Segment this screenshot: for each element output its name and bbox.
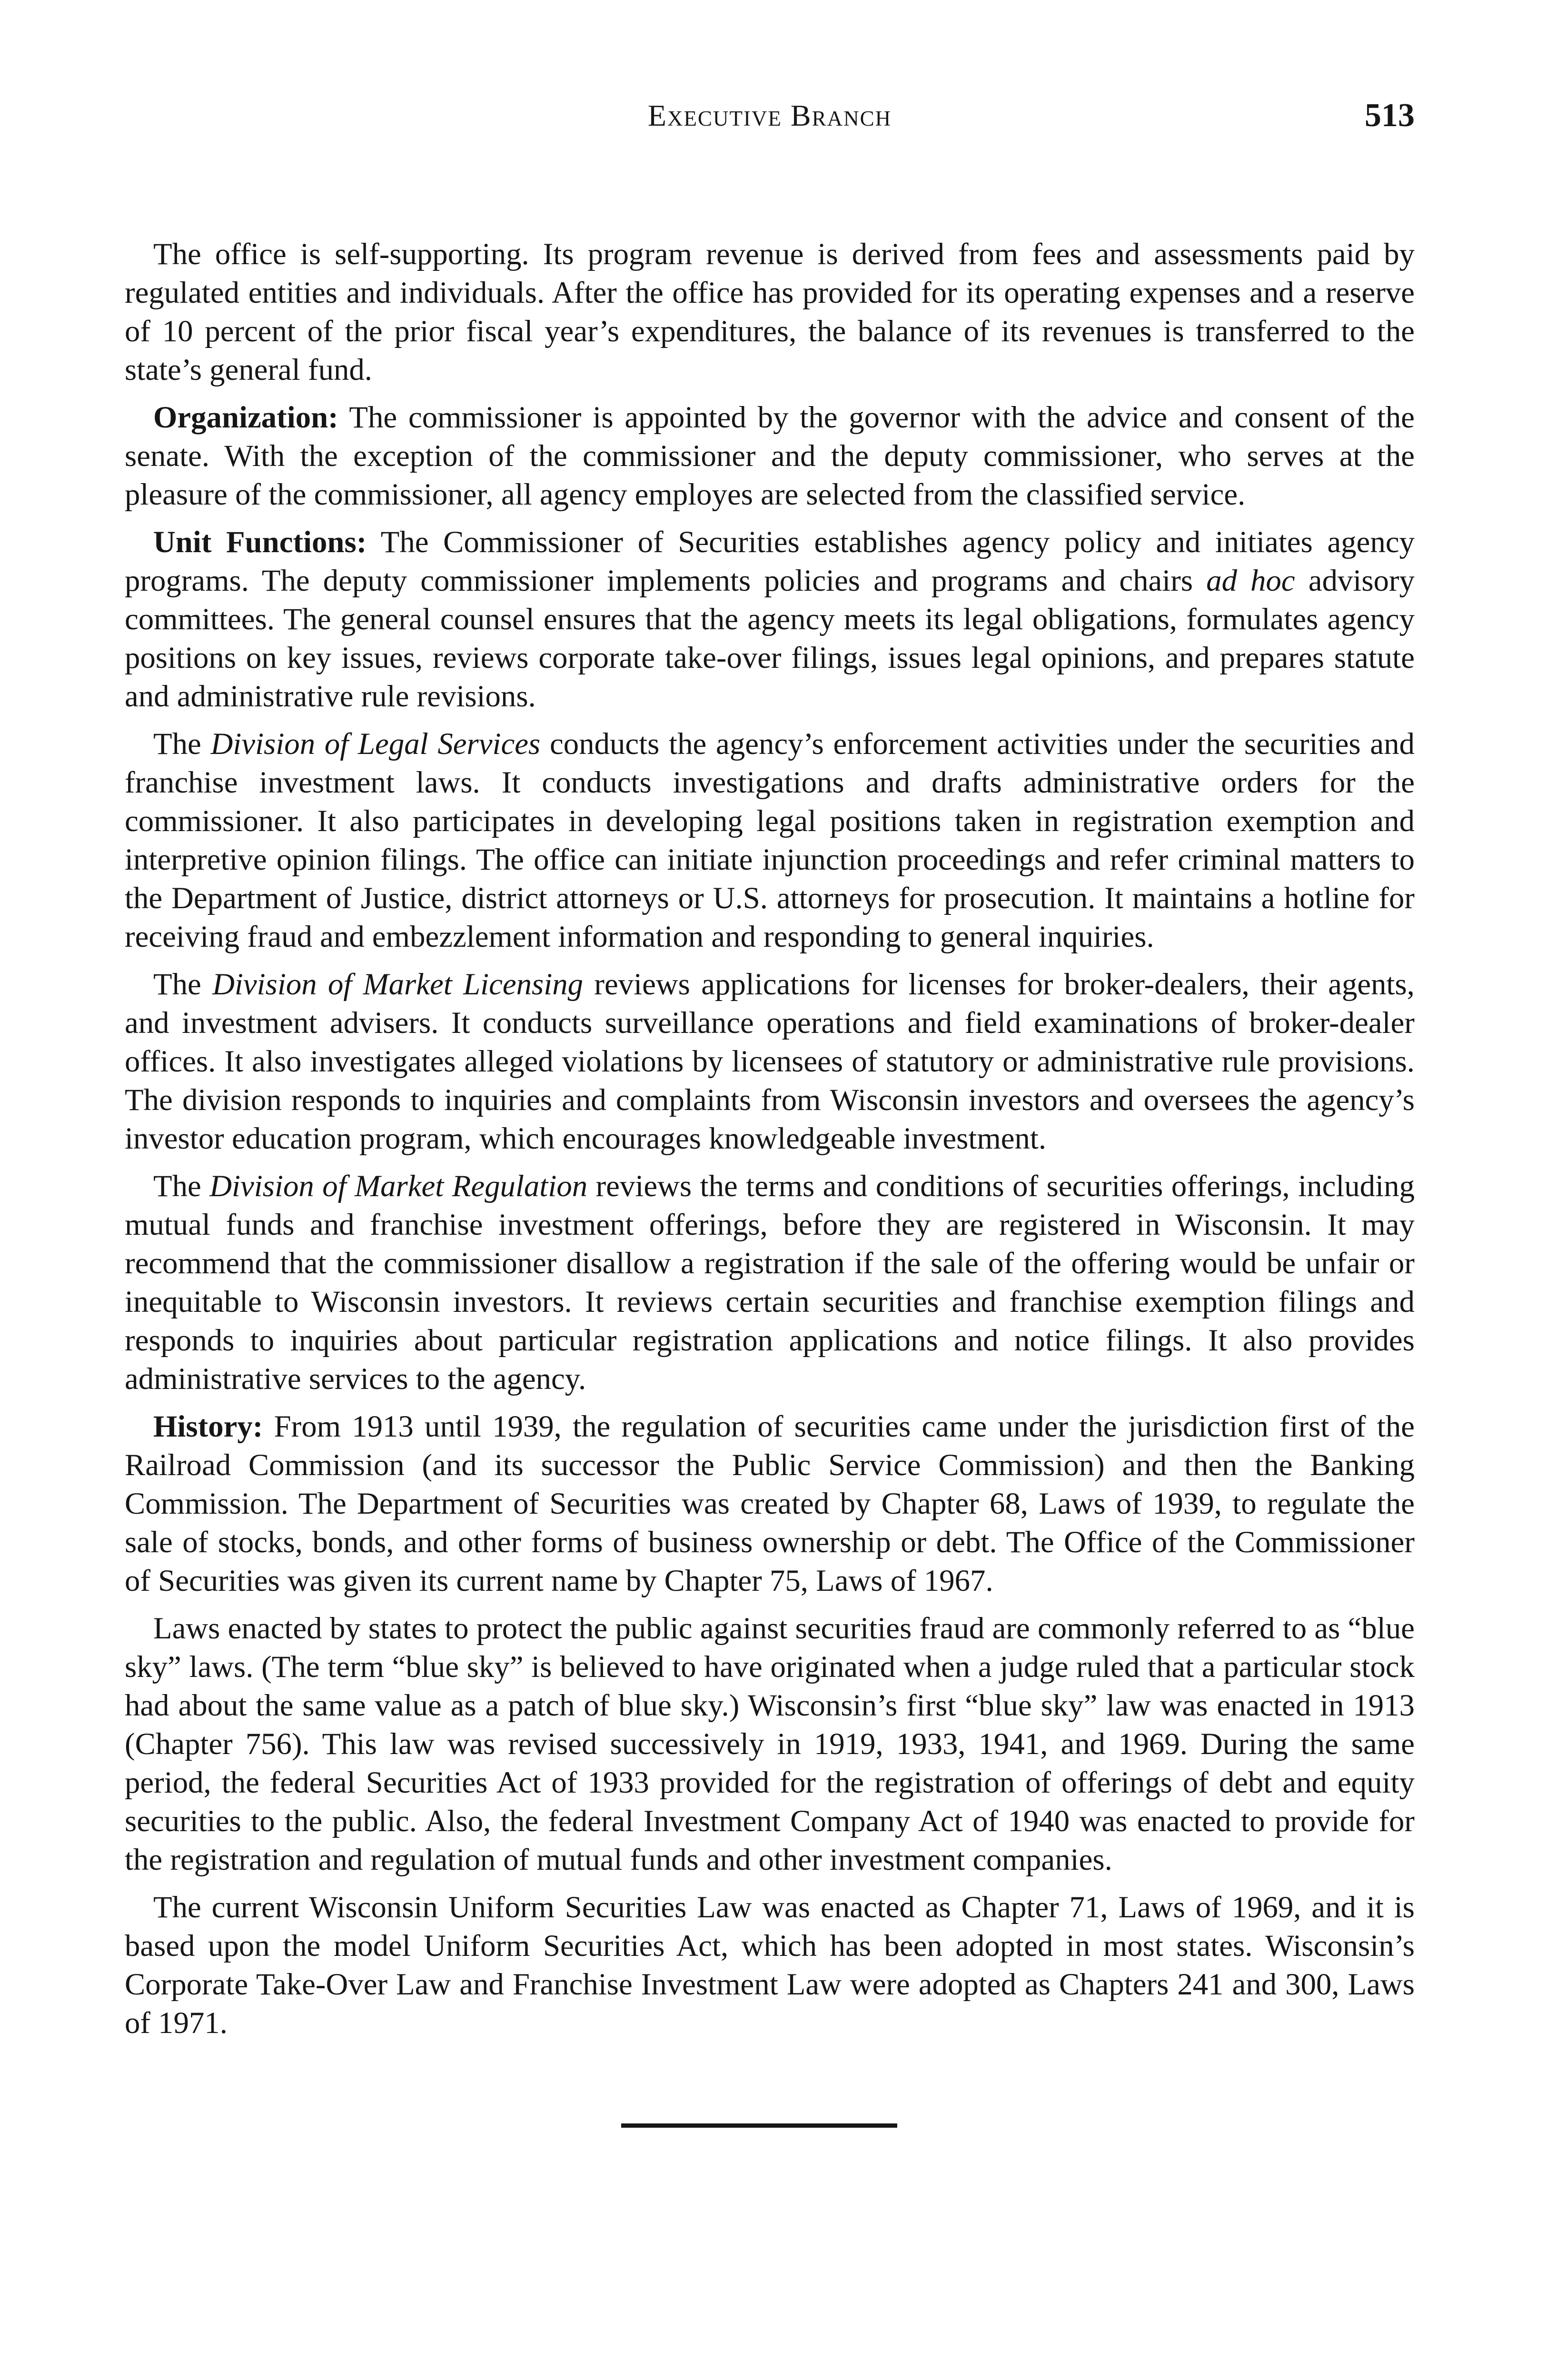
paragraph-text: The commissioner is appointed by the governor with the advice and consent of the senate. With the exception of the commissioner and the deputy commissioner, who serves at the pleasure of the commissioner, all agency employes are selected from the classified service.: [125, 400, 1415, 512]
paragraph-text: reviews applications for licenses for broker-dealers, their agents, and investment advisers. It conducts surveillance operations and field examinations of broker-dealer offices. It also investigates alleged violations by licensees of statutory or administrative rule provisions. The division responds to inquiries and complaints from Wisconsin investors and oversees the agency’s investor education program, which encourages knowledgeable investment.: [125, 967, 1415, 1156]
paragraph-text: The current Wisconsin Uniform Securities Law was enacted as Chapter 71, Laws of 1969, and it is based upon the model Uniform Securities Act, which has been adopted in most states. Wisconsin’s Corporate Take-Over Law and Franchise Investment Law were adopted as Chapters 241 and 300, Laws of 1971.: [125, 1890, 1415, 2040]
paragraph-text: Laws enacted by states to protect the public against securities fraud are commonly referred to as “blue sky” laws. (The term “blue sky” is believed to have originated when a judge ruled that a particular stock had about the same value as a patch of blue sky.) Wisconsin’s first “blue sky” law was enacted in 1913 (Chapter 756). This law was revised successively in 1919, 1933, 1941, and 1969. During the same period, the federal Securities Act of 1933 provided for the registration of offerings of debt and equity securities to the public. Also, the federal Investment Company Act of 1940 was enacted to provide for the registration and regulation of mutual funds and other investment companies.: [125, 1611, 1415, 1877]
paragraph-text: reviews the terms and conditions of securities offerings, including mutual funds and franchise investment offerings, before they are registered in Wisconsin. It may recommend that the commissioner disallow a registration if the sale of the offering would be unfair or inequitable to Wisconsin investors. It reviews certain securities and franchise exemption filings and responds to inquiries about particular registration applications and notice filings. It also provides administrative services to the agency.: [125, 1169, 1415, 1396]
division-name-market-licensing: Division of Market Licensing: [212, 967, 584, 1002]
paragraph-text: The: [153, 727, 211, 761]
paragraph-blue-sky-laws: [125, 1609, 1415, 1879]
division-name-market-regulation: Division of Market Regulation: [209, 1169, 588, 1203]
section-end-rule: [621, 2123, 897, 2128]
section-lead-history: History:: [153, 1409, 263, 1444]
paragraph-text: The office is self-supporting. Its program revenue is derived from fees and assessments paid by regulated entities and individuals. After the office has provided for its operating expenses and a reserve of 10 percent of the prior fiscal year’s expenditures, the balance of its revenues is transferred to the state’s general fund.: [125, 237, 1415, 387]
italic-term: ad hoc: [1206, 564, 1295, 598]
paragraph-text: advisory committees. The general counsel ensures that the agency meets its legal obligations, formulates agency positions on key issues, reviews corporate take-over filings, issues legal opinions, and prepares statute and administrative rule revisions.: [125, 564, 1415, 714]
body-text: [125, 235, 1415, 2052]
paragraph-market-licensing: [125, 965, 1415, 1158]
paragraph-organization: [125, 398, 1415, 514]
paragraph-text: The: [153, 1169, 210, 1203]
running-head: Executive Branch: [647, 99, 892, 132]
page-number: 513: [1365, 97, 1415, 134]
paragraph-history: [125, 1408, 1415, 1600]
paragraph-text: conducts the agency’s enforcement activities under the securities and franchise investment laws. It conducts investigations and drafts administrative orders for the commissioner. It also participates in developing legal positions taken in registration exemption and interpretive opinion filings. The office can initiate injunction proceedings and refer criminal matters to the Department of Justice, district attorneys or U.S. attorneys for prosecution. It maintains a hotline for receiving fraud and embezzlement information and responding to general inquiries.: [125, 727, 1415, 954]
section-lead-organization: Organization:: [153, 400, 338, 435]
paragraph-text: The: [153, 967, 213, 1002]
paragraph-market-regulation: [125, 1167, 1415, 1398]
paragraph-text: From 1913 until 1939, the regulation of securities came under the jurisdiction first of the Railroad Commission (and its successor the Public Service Commission) and then the Banking Commission. The Department of Securities was created by Chapter 68, Laws of 1939, to regulate the sale of stocks, bonds, and other forms of business ownership or debt. The Office of the Commissioner of Securities was given its current name by Chapter 75, Laws of 1967.: [125, 1409, 1415, 1598]
paragraph-funding: [125, 235, 1415, 389]
section-lead-unit-functions: Unit Functions:: [153, 525, 367, 559]
paragraph-legal-services: [125, 725, 1415, 956]
page-header: [125, 89, 1415, 142]
paragraph-unit-functions: [125, 523, 1415, 716]
paragraph-current-law: [125, 1888, 1415, 2043]
division-name-legal-services: Division of Legal Services: [210, 727, 541, 761]
paragraph-text: The Commissioner of Securities establishes agency policy and initiates agency programs. The deputy commissioner implements policies and programs and chairs: [125, 525, 1415, 598]
